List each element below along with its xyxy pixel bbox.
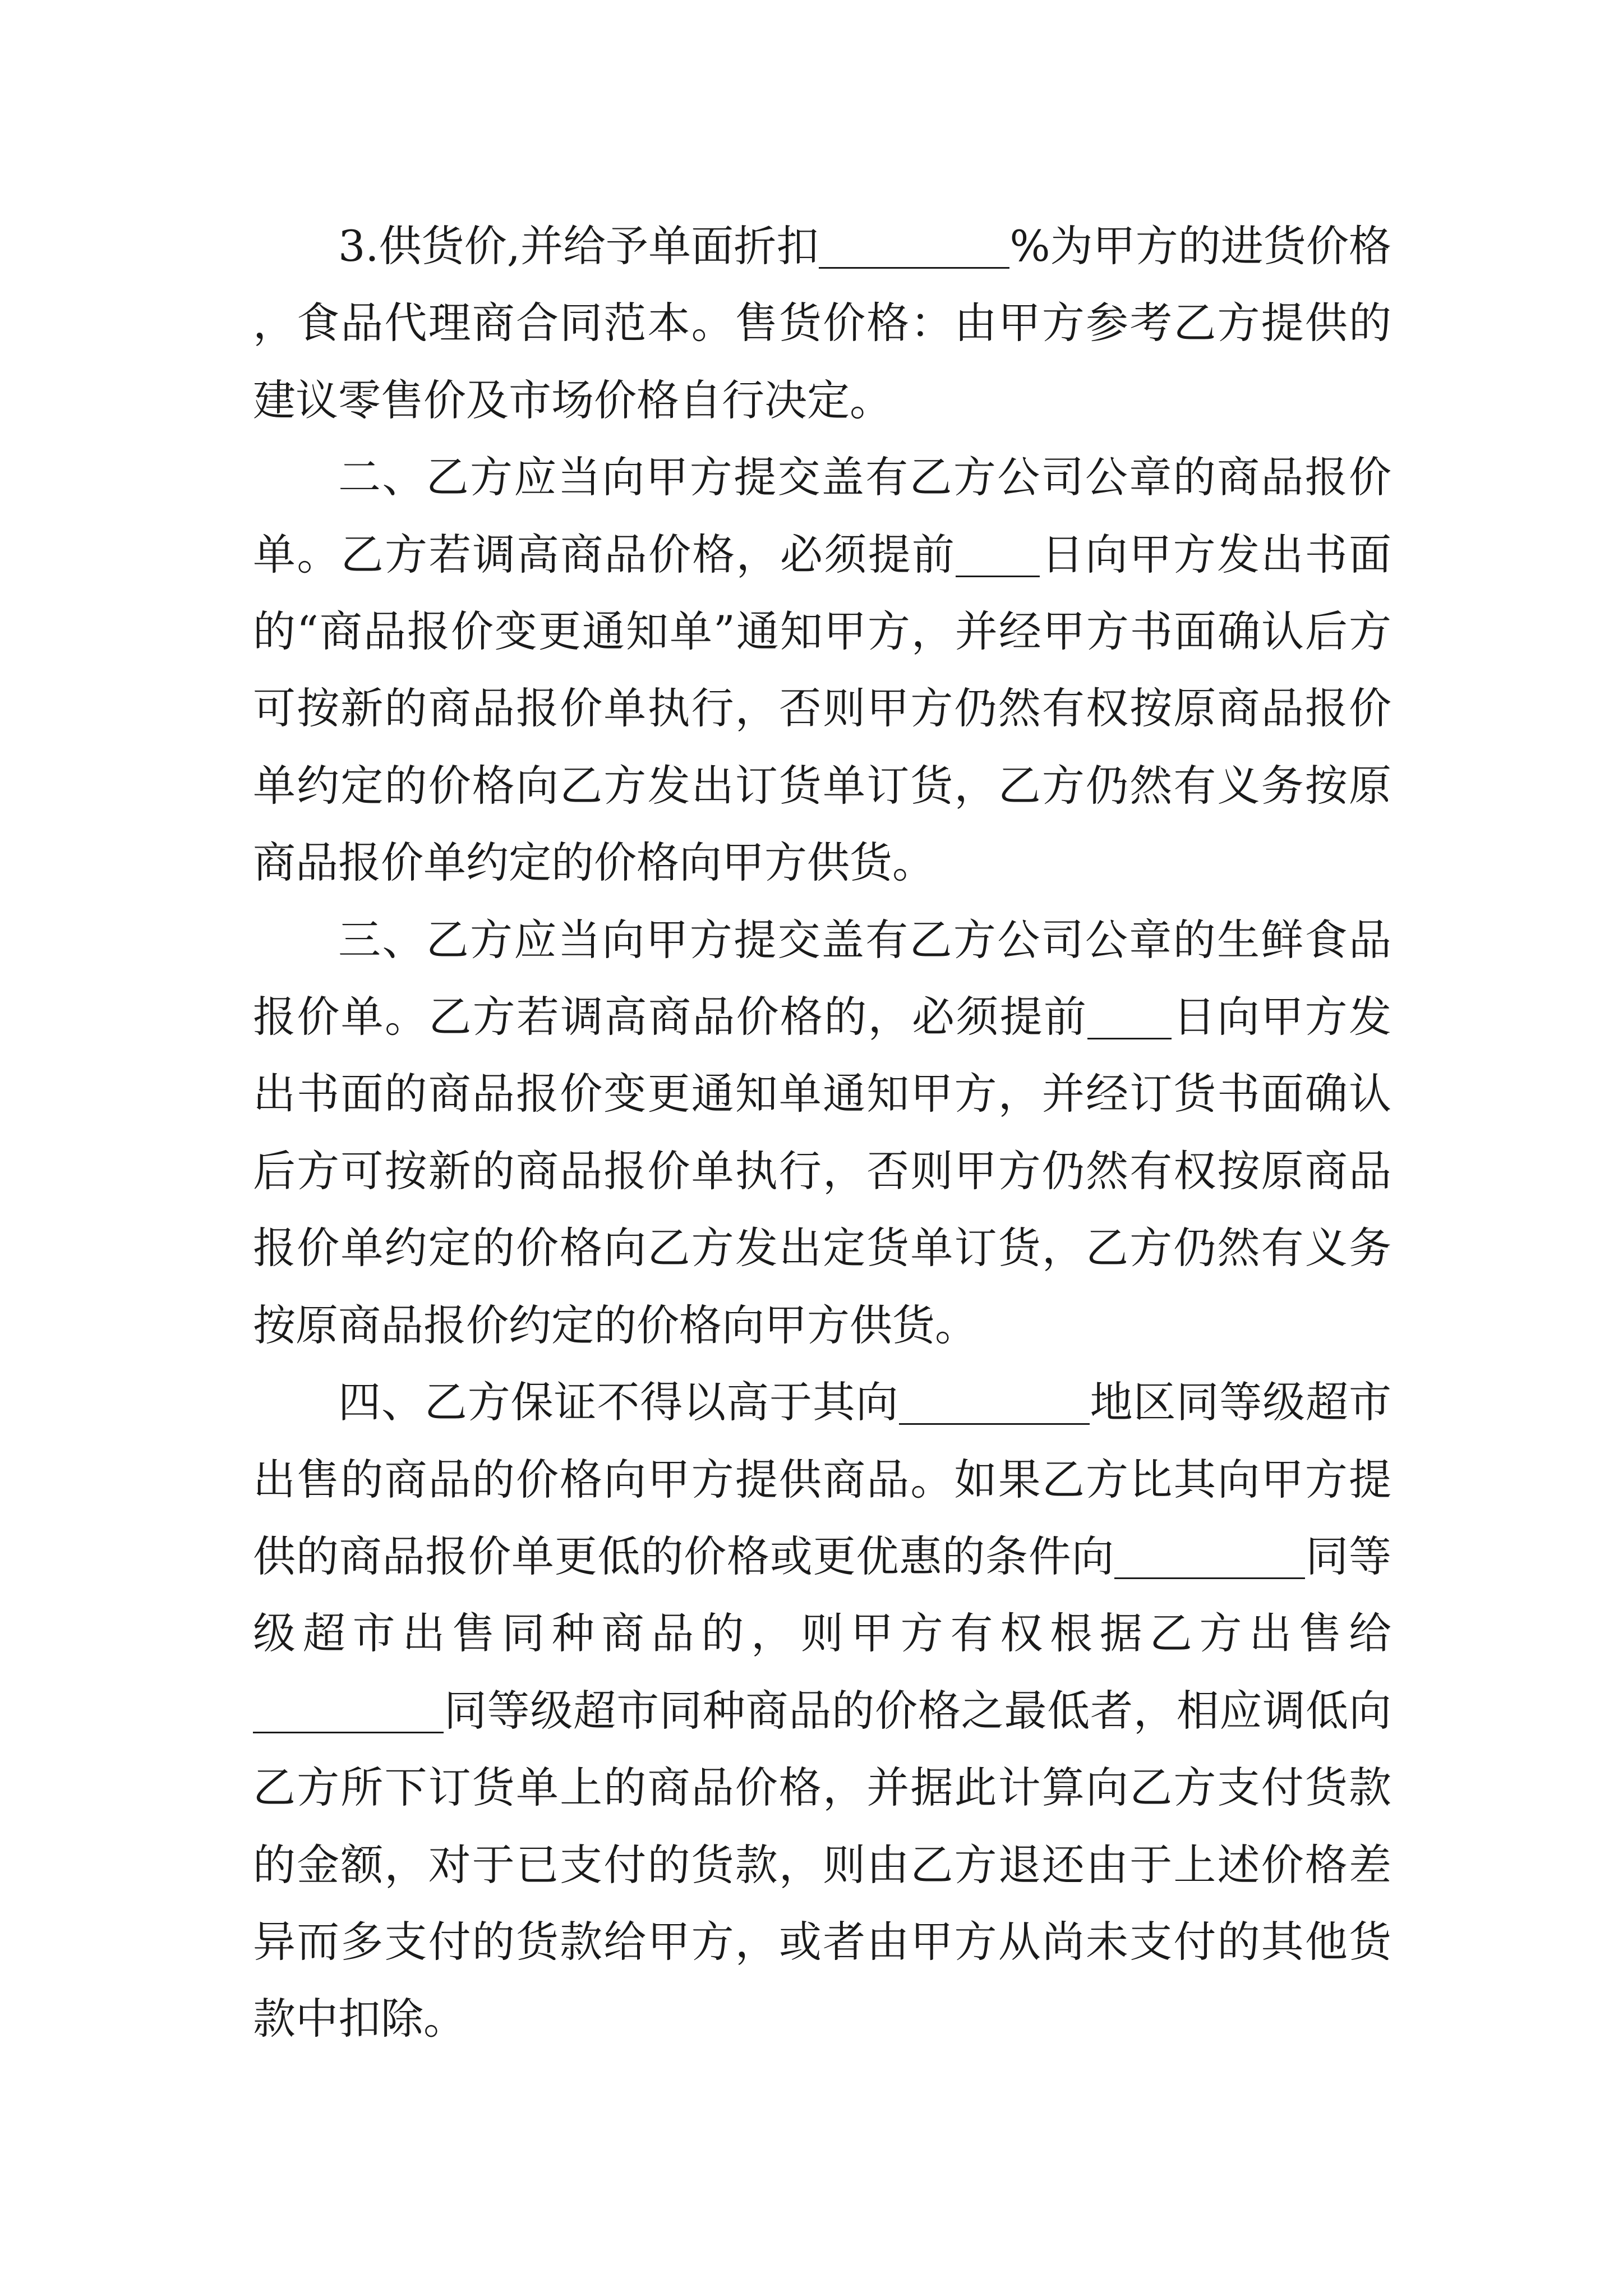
paragraph-3 xyxy=(253,901,1391,1364)
paragraph-4 xyxy=(253,1364,1391,2058)
paragraph-text: 同等级超市同种商品的价格之最低者，相应调低向乙方所下订货单上的商品价格，并据此计算向乙方支付货款的金额，对于已支付的货款，则由乙方退还由于上述价格差异而多支付的货款给甲方，或者由甲方从尚未支付的其他货款中扣除。 xyxy=(253,1685,1391,2044)
fill-in-blank xyxy=(253,1689,444,1733)
paragraph-2 xyxy=(253,439,1391,901)
fill-in-blank xyxy=(819,224,1009,269)
paragraph-text: 地区同等级超市出售的商品的价格向甲方提供商品。如果乙方比其向甲方提供的商品报价单更低的价格或更优惠的条件向 xyxy=(253,1377,1392,1581)
paragraph-text: 日向甲方发出书面的“商品报价变更通知单”通知甲方，并经甲方书面确认后方可按新的商品报价单执行，否则甲方仍然有权按原商品报价单约定的价格向乙方发出订货单订货，乙方仍然有义务按原商品报价单约定的价格向甲方供货。 xyxy=(253,529,1392,888)
paragraph-text: 同等级超市出售同种商品的，则甲方有权根据乙方出售给 xyxy=(253,1531,1392,1659)
paragraph-text: 四、乙方保证不得以高于其向 xyxy=(338,1377,899,1428)
document-body xyxy=(253,208,1391,2058)
fill-in-blank xyxy=(956,533,1040,577)
paragraph-text: 二、乙方应当向甲方提交盖有乙方公司公章的商品报价单。乙方若调高商品价格，必须提前 xyxy=(253,452,1391,579)
paragraph-text: 三、乙方应当向甲方提交盖有乙方公司公章的生鲜食品报价单。乙方若调高商品价格的，必须提前 xyxy=(253,914,1391,1042)
paragraph-1 xyxy=(253,208,1391,439)
fill-in-blank xyxy=(1087,995,1172,1039)
paragraph-text: 3.供货价,并给予单面折扣 xyxy=(338,221,819,271)
paragraph-text: %为甲方的进货价格，食品代理商合同范本。售货价格：由甲方参考乙方提供的建议零售价及市场价格自行决定。 xyxy=(253,221,1392,425)
fill-in-blank xyxy=(899,1381,1090,1425)
fill-in-blank xyxy=(1114,1535,1305,1579)
paragraph-text: 日向甲方发出书面的商品报价变更通知单通知甲方，并经订货书面确认后方可按新的商品报价单执行，否则甲方仍然有权按原商品报价单约定的价格向乙方发出定货单订货，乙方仍然有义务按原商品报价约定的价格向甲方供货。 xyxy=(253,992,1392,1350)
